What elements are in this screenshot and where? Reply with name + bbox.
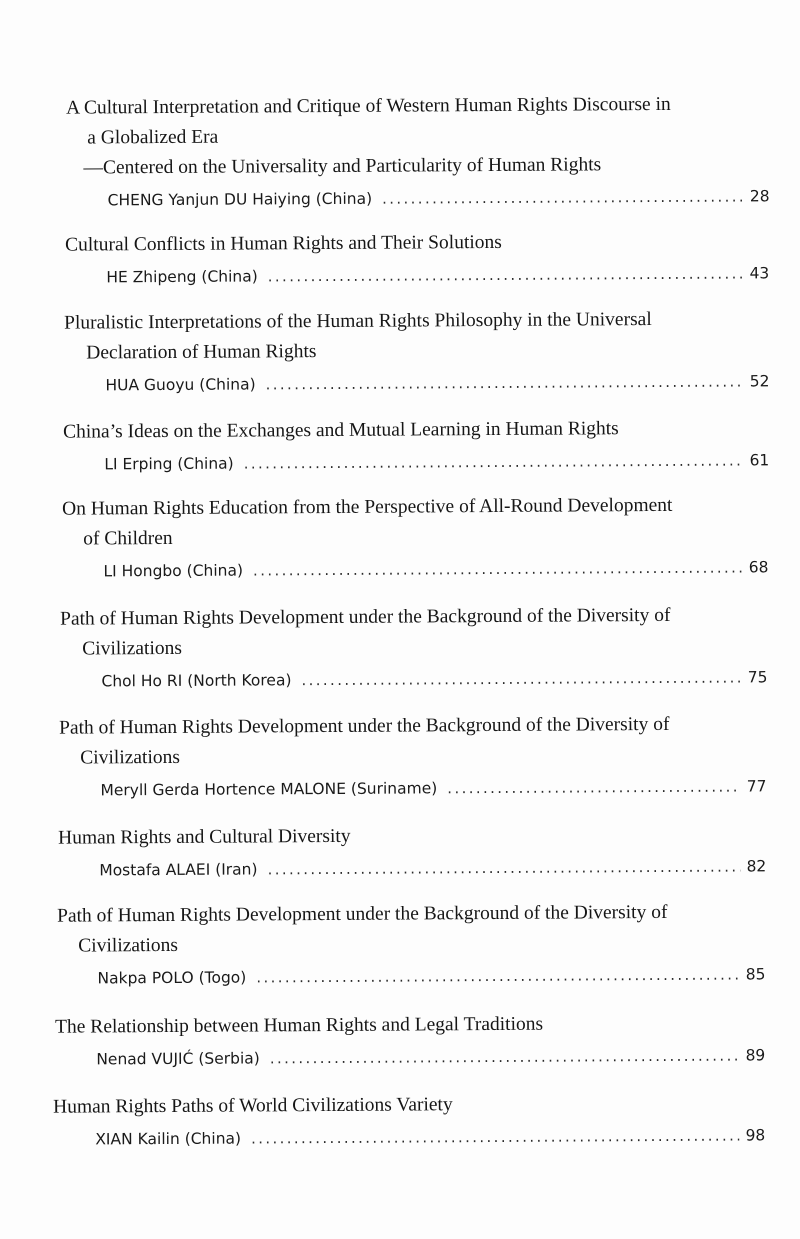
entry-author: LI Hongbo (China) <box>103 561 244 581</box>
entry-author: Chol Ho RI (North Korea) <box>101 671 292 691</box>
entry-author-line <box>108 181 770 215</box>
toc-entry <box>0 897 800 994</box>
entry-title-line: a Globalized Era <box>87 126 219 149</box>
entry-author-line <box>101 662 767 696</box>
entry-page-number: 75 <box>747 668 768 687</box>
entry-page-number: 77 <box>746 777 767 796</box>
entry-author: HE Zhipeng (China) <box>106 267 258 287</box>
entry-author-line <box>95 1120 765 1154</box>
dot-leader <box>268 258 744 291</box>
entry-author-line <box>97 959 765 993</box>
dot-leader <box>267 851 740 884</box>
entry-title-line: of Children <box>83 527 173 550</box>
entry-author-line <box>106 258 769 292</box>
toc-entry <box>0 413 800 480</box>
entry-page-number: 52 <box>749 372 770 391</box>
entry-title-line: A Cultural Interpretation and Critique of Western Human Rights Discourse in <box>66 93 671 119</box>
entry-author-line <box>105 366 769 400</box>
dot-leader <box>447 771 741 803</box>
entry-author: CHENG Yanjun DU Haiying (China) <box>107 189 373 210</box>
entry-author-line <box>104 445 769 479</box>
entry-title-line: Pluralistic Interpretations of the Human Rights Philosophy in the Universal <box>64 309 652 334</box>
toc-entry <box>0 709 800 806</box>
entry-title-line: Path of Human Rights Development under the Background of the Diversity of <box>59 713 670 739</box>
dot-leader <box>253 552 743 585</box>
entry-page-number: 82 <box>746 857 767 876</box>
entry-title-line: China’s Ideas on the Exchanges and Mutual Learning in Human Rights <box>63 418 619 443</box>
toc-entry <box>0 89 800 216</box>
entry-title-line: Cultural Conflicts in Human Rights and Their Solutions <box>65 231 502 256</box>
entry-page-number: 89 <box>745 1046 766 1065</box>
toc-entry <box>0 304 800 401</box>
entry-page-number: 85 <box>745 965 766 984</box>
dot-leader <box>251 1120 740 1153</box>
toc-entry <box>0 600 800 697</box>
entry-page-number: 98 <box>745 1126 766 1145</box>
entry-title-line: Declaration of Human Rights <box>86 341 317 364</box>
entry-title-line: Civilizations <box>82 637 183 660</box>
toc-entry <box>0 1008 800 1075</box>
dot-leader <box>244 445 744 478</box>
entry-title-line: Human Rights and Cultural Diversity <box>58 825 351 849</box>
dot-leader <box>382 181 744 213</box>
entry-author: Mostafa ALAEI (Iran) <box>99 860 258 880</box>
entry-author: Meryll Gerda Hortence MALONE (Suriname) <box>100 779 438 800</box>
entry-title-line: Civilizations <box>80 746 181 769</box>
entry-title-line: The Relationship between Human Rights and Legal Traditions <box>55 1013 544 1038</box>
entry-author: HUA Guoyu (China) <box>105 375 256 395</box>
entry-author-line <box>100 771 766 805</box>
entry-page-number: 61 <box>749 451 770 470</box>
entry-author: Nakpa POLO (Togo) <box>97 968 247 988</box>
entry-page-number: 43 <box>749 264 770 283</box>
toc-entry <box>0 490 800 587</box>
entry-title-line: On Human Rights Education from the Perspective of All-Round Development <box>62 494 673 520</box>
entry-subtitle-line: —Centered on the Universality and Particularity of Human Rights <box>83 154 602 179</box>
dot-leader <box>301 662 741 695</box>
toc-entry <box>0 226 800 293</box>
entry-author-line <box>96 1040 765 1074</box>
entry-title-line: Path of Human Rights Development under the Background of the Diversity of <box>60 604 671 630</box>
dot-leader <box>266 366 744 399</box>
toc-entry <box>0 819 800 886</box>
entry-title-line: Civilizations <box>78 934 179 957</box>
dot-leader <box>270 1040 740 1073</box>
entry-author: LI Erping (China) <box>104 454 234 474</box>
entry-title-line: Human Rights Paths of World Civilizations Variety <box>53 1094 453 1118</box>
entry-author-line <box>99 851 766 885</box>
entry-title-line: Path of Human Rights Development under the Background of the Diversity of <box>57 901 668 927</box>
entry-author: XIAN Kailin (China) <box>95 1129 242 1149</box>
entry-page-number: 28 <box>749 187 770 206</box>
entry-author-line <box>103 552 768 586</box>
toc-entry <box>0 1088 800 1155</box>
entry-author: Nenad VUJIĆ (Serbia) <box>96 1049 260 1069</box>
dot-leader <box>256 959 740 992</box>
entry-page-number: 68 <box>748 558 769 577</box>
